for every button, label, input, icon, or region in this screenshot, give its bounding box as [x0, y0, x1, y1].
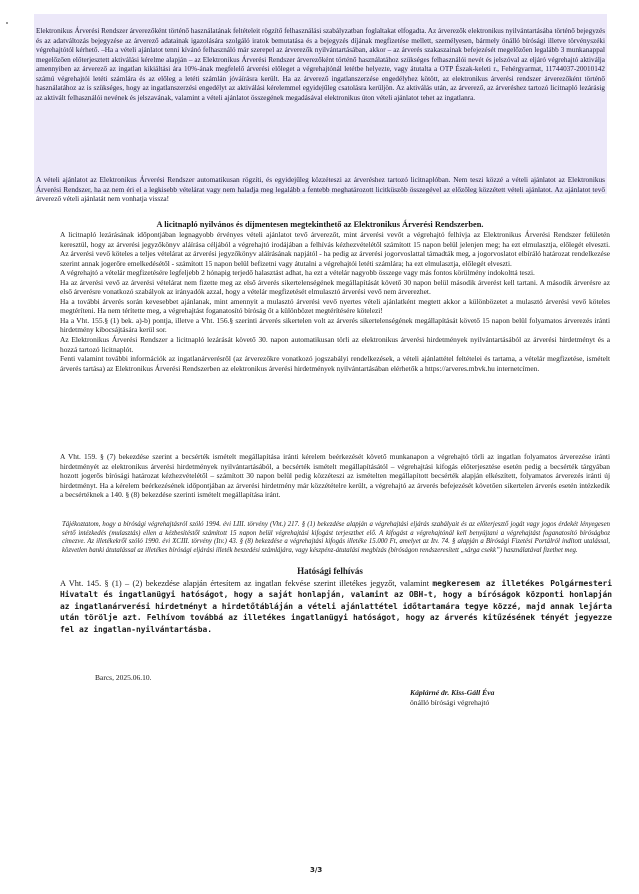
licit-paragraph: A licitnapló lezárásának időpontjában legnagyobb érvényes vételi ajánlatot tevő árverezőt, mint árverési vevőt a végrehajtó felhívja az Elektronikus Árverési Rendszer felületén keresztül, hogy az árverési jegyzőkönyv aláírása céljából a végrehajtó irodájában a felhívás kézhezvételétől számított 15 napon belül jelenjen meg; ha ezt elmulasztja, előlegét elveszti. Az árverési vevő köteles a teljes vételárat az árverési jegyzőkönyv aláírásának napjától - ha pedig az árverési jogorvoslattal támadták meg, a jogorvoslatot elbíráló határozat rendelkezése szerint annak jogerőre emelkedésétől - számított 15 napon belül befizetni vagy átutalni a végrehajtói letéti számlára; ha ezt elmulasztja, előlegét elveszti. [60, 230, 610, 268]
licit-paragraph: Ha a további árverés során kevesebbet ajánlanak, mint amennyit a mulasztó árverési vevő nyertes vételi ajánlatként megtett akkor a különbözetet a mulasztó árverési vevő köteles megtéríteni. Ha nem térítette meg, a végrehajtást foganatosító bíróság őt a különbözet megtérítésére kötelezi! [60, 296, 610, 316]
hatosagi-felhivas-heading: Hatósági felhívás [297, 566, 363, 576]
tajekoztatas-paragraph: Tájékoztatom, hogy a bírósági végrehajtásról szóló 1994. évi LIII. törvény (Vht.) 217. § (1) bekezdése alapján a végrehajtási eljárás szabályait és az előterjesztő jogát vagy jogos érdekét lényegesen sértő intézkedés (mulasztás) ellen a kézbesítéstől számított 15 napon belül végrehajtási kifogást terjeszthet elő. A kifogást a végrehajtónál kell benyújtani a végrehajtást foganatosító bírósághoz címezve. Az illetékekről szóló 1990. évi XCIII. törvény (Itv.) 43. § (8) bekezdése a végrehajtási kifogás illetéke 15.000 Ft, amelyet az Itv. 74. § alapján a Bírósági Fizetési Portálról indított utalással, közvetlen banki átutalással az illetékes bírósági eljárási illeték beszedési számlájára, vagy készpénz-átutalási megbízás (bíróságon rendszeresített „sárga csekk”) használatával fizethet meg. [62, 521, 610, 555]
licit-paragraph: A végrehajtó a vételár megfizetésére legfeljebb 2 hónapig terjedő halasztást adhat, ha ezt a vételár nagyobb összege vagy más fontos körülmény indokolttá teszi. [60, 268, 535, 278]
licit-paragraph: Fenti valamint további információk az ingatlanárverésről (az árverezőkre vonatkozó jogszabályi rendelkezések, a vételi ajánlattétel feltételei és tartama, a vételár megfizetése, ismételt árverés tartása) az Elektronikus Árverési Rendszerben az elektronikus árverési hirdetmények nyilvántartásában elérhetők a https://arveres.mbvk.hu internetcímen. [60, 354, 610, 373]
signatory-name: Káplárné dr. Kiss-Gáll Éva [410, 688, 495, 697]
page-number: 3/3 [310, 866, 323, 874]
vht159-paragraph: A Vht. 159. § (7) bekezdése szerint a becsérték ismételt megállapítása iránti kérelem beérkezését követő munkanapon a végrehajtó törli az ingatlan folyamatos árverezése iránti hirdetményét az elektronikus árverési hirdetmények nyilvántartásából, a becsérték ismételt megállapításától – végrehajtási kifogás előterjesztése esetén pedig a becsérték tárgyában hozott jogerős bírósági határozat kézhezvételétől – számított 30 napon belül pedig közzéteszi az ismételten megállapított becsérték alapján elkészített, folyamatos árverezés iránti új hirdetményt. Ha a kérelem beérkezésének időpontjában az árverési hirdetmény már közzétételre került, a végrehajtó az árverés befejezését követően sikertelen árverés esetén intézkedik a becsértéknek a 140. § (8) bekezdése szerinti ismételt megállapítása iránt. [60, 452, 610, 500]
margin-mark [6, 22, 8, 24]
hatosagi-felhivas-text [60, 578, 612, 635]
licit-paragraph: Az Elektronikus Árverési Rendszer a licitnapló lezárását követő 30. napon automatikusan törli az elektronikus árverési hirdetmények nyilvántartásából az árverési hirdetményt és a hozzá tartozó licitnaplót. [60, 335, 610, 354]
signatory-role: önálló bírósági végrehajtó [410, 698, 490, 707]
licitnaplo-heading: A licitnapló nyilvános és díjmentesen megtekinthető az Elektronikus Árverési Rendszerben. [156, 220, 484, 229]
intro-paragraph-2: A vételi ajánlatot az Elektronikus Árverési Rendszer automatikusan rögzíti, és egyidejűleg közzéteszi az árveréshez tartozó licitnaplóban. Nem teszi közzé a vételi ajánlatot az Elektronikus Árverési Rendszer, ha az nem éri el a legkisebb vételárat vagy nem haladja meg legalább a fentebb meghatározott licitküszöb összegével az előzőleg közzétett vételi ajánlatot. Az ajánlatot tevő árverező vételi ajánlatát nem vonhatja vissza! [36, 175, 605, 204]
document-date: Barcs, 2025.06.10. [95, 673, 152, 682]
hatosagi-text-bold: megkeresem az illetékes Polgármesteri Hivatalt és ingatlanügyi hatóságot, hogy a saját honlapján, valamint az OBH-t, hogy a bíróságok központi honlapján az ingatlanárverési hirdetményt a hirdetőtábláján a vételi ajánlattétel időtartamára tegye közzé, majd annak lejárta után törölje azt. Felhívom továbbá az illetékes ingatlanügyi hatóságot, hogy az árverés kitűzésének tényét jegyezze fel az ingatlan-nyilvántartásba. [60, 579, 612, 634]
licit-paragraph: Ha a Vht. 155.§ (1) bek. a)-b) pontja, illetve a Vht. 156.§ szerinti árverés sikertelen volt az árverés sikertelenségének megállapítását követő 15 napon belül folyamatos árverezés iránti hirdetmény kibocsájtására kerül sor. [60, 315, 610, 335]
licit-paragraph: Ha az árverési vevő az árverési vételárat nem fizette meg az első árverés sikertelenségének megállapítását követő 30 napon belül második árverést kell tartani. A második árverésre az első árverésre vonatkozó szabályok az irányadók azzal, hogy a vételár megfizetését elmulasztó árverési vevő nem árverezhet. [60, 277, 610, 297]
intro-paragraph-1: Elektronikus Árverési Rendszer árverezőként történő használatának feltételeit rögzítő felhasználási szabályzatban foglaltakat elfogadta. Az árverezők elektronikus nyilvántartásába történő bejegyzés és az adatváltozás bejegyzése az árverező adatainak igazolására szolgáló iratok bemutatása és a bejegyzés díjának megfizetése mellett, személyesen, bármely önálló bírósági illetve törvényszéki végrehajtótól kérhető. –Ha a vételi ajánlatot tenni kívánó felhasználó már szerepel az árverezők nyilvántartásában, akkor – az árverés szakaszainak befejezését megelőzően legalább 3 munkanappal megelőzően előterjesztett aktiválási kérelme alapján – az Elektronikus Árverési Rendszer árverezőként történő használatához szükséges felhasználói nevét és jelszóval az eljáró végrehajtó aktiválja amennyiben az árverező az ingatlan kikiáltási ára 10%-ának megfelelő árverési előleget a végrehajtónál letétbe helyezte, vagy átutalta a OTP Észak-keleti r., Fehérgyarmat, 11744037-20010142 számú végrehajtói letéti számlára és az előleg a letéti számlán jóváírásra került. Ha az árverező ingatlanszerzése engedélyhez kötött, az elektronikus árverési rendszer árverezőként történő használatához az is szükséges, hogy az ingatlanszerzési engedélyt az aktiválási kérelemmel egyidejűleg csatolásra kerüljön. Az aktiválás után, az árverező, az árveréshez tartozó licitnapló lezárásig az aktivált felhasználói nevének és jelszavának, valamint a vételi ajánlatot összegének megadásával elektronikus úton vételi ajánlatot tehet az ingatlanra. [36, 27, 605, 102]
licitnaplo-section [60, 230, 610, 373]
hatosagi-text-start: A Vht. 145. § (1) – (2) bekezdése alapján értesítem az ingatlan fekvése szerint illetékes jegyzőt, valamint [60, 579, 433, 588]
